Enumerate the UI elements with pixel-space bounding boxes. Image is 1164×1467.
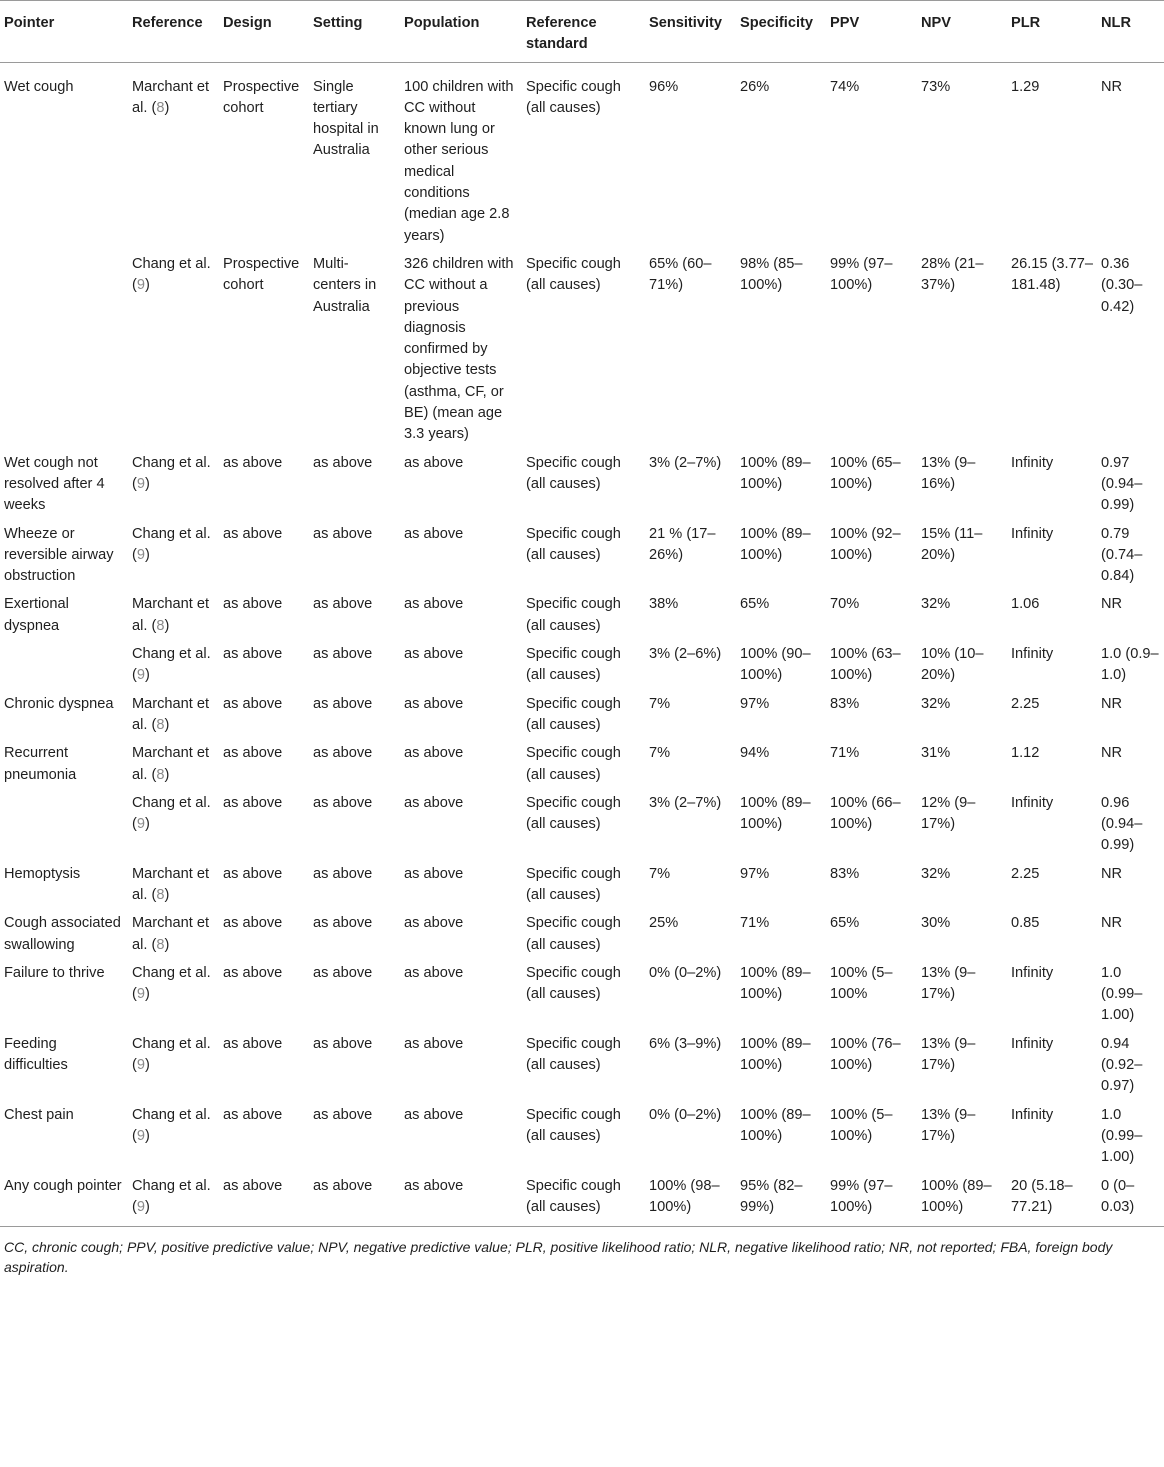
npv-cell: 13% (9–17%) [921, 964, 976, 1003]
reference-cell [128, 62, 219, 250]
header-plr: PLR [1007, 1, 1097, 63]
citation-link[interactable]: 9 [136, 667, 145, 684]
reference-text: Chang et al. ( [132, 255, 211, 294]
reference-cell [128, 250, 219, 449]
design-cell: as above [223, 695, 283, 712]
specificity-cell: 71% [740, 915, 770, 932]
ppv-cell: 83% [830, 695, 860, 712]
setting-cell: as above [313, 695, 373, 712]
setting-cell: as above [313, 745, 373, 762]
pointer-cell: Recurrent pneumonia [4, 745, 77, 783]
pointer-cell [0, 640, 128, 690]
reference-text: Marchant et al. ( [132, 695, 210, 733]
ppv-cell: 100% (65–100%) [830, 454, 901, 492]
reference-standard-cell: Specific cough (all causes) [526, 78, 621, 116]
pointer-cell: Failure to thrive [4, 964, 105, 981]
reference-cell [128, 1030, 219, 1101]
nlr-cell: NR [1101, 745, 1123, 762]
setting-cell: as above [313, 915, 373, 932]
table-row [0, 739, 1164, 789]
pointer-cell: Feeding difficulties [4, 1035, 68, 1074]
design-cell: as above [223, 646, 283, 663]
nlr-cell: NR [1101, 78, 1123, 95]
header-reference: Reference [128, 1, 219, 63]
table-row [0, 959, 1164, 1030]
reference-close-paren: ) [164, 617, 170, 634]
reference-close-paren: ) [145, 546, 150, 563]
design-cell: as above [223, 964, 283, 981]
reference-text: Marchant et al. ( [132, 865, 210, 903]
nlr-cell: 0.96 (0.94–0.99) [1101, 794, 1143, 854]
ppv-cell: 65% [830, 915, 860, 932]
table-row [0, 789, 1164, 860]
table-row [0, 1101, 1164, 1172]
ppv-cell: 100% (5–100%) [830, 1106, 893, 1144]
setting-cell: as above [313, 596, 373, 613]
setting-cell: as above [313, 454, 373, 471]
reference-close-paren: ) [164, 766, 170, 783]
reference-text: Chang et al. ( [132, 646, 211, 684]
reference-close-paren: ) [164, 716, 170, 733]
setting-cell: Multi-centers in Australia [313, 255, 377, 315]
setting-cell: as above [313, 525, 373, 542]
specificity-cell: 97% [740, 695, 770, 712]
pointer-cell: Chronic dyspnea [4, 695, 114, 712]
pointer-cell [0, 789, 128, 860]
plr-cell: 2.25 [1011, 865, 1040, 882]
specificity-cell: 100% (89–100%) [740, 1035, 811, 1074]
design-cell: Prospective cohort [223, 78, 300, 116]
population-cell: as above [404, 745, 464, 762]
reference-cell [128, 860, 219, 910]
nlr-cell: 0.94 (0.92–0.97) [1101, 1035, 1143, 1095]
sensitivity-cell: 7% [649, 745, 671, 762]
specificity-cell: 98% (85–100%) [740, 255, 803, 294]
nlr-cell: NR [1101, 865, 1123, 882]
reference-text: Marchant et al. ( [132, 915, 210, 953]
pointer-cell: Any cough pointer [0, 1172, 128, 1227]
table-row [0, 1030, 1164, 1101]
reference-cell [128, 739, 219, 789]
plr-cell: Infinity [1011, 964, 1054, 981]
setting-cell: as above [309, 1172, 400, 1227]
population-cell: as above [404, 964, 464, 981]
citation-link[interactable]: 8 [156, 99, 165, 116]
reference-close-paren: ) [164, 886, 170, 903]
nlr-cell: 0.79 (0.74–0.84) [1101, 525, 1143, 585]
npv-cell: 12% (9–17%) [921, 794, 976, 833]
plr-cell: Infinity [1011, 525, 1054, 542]
plr-cell: 1.29 [1011, 78, 1040, 95]
sensitivity-cell: 25% [649, 915, 679, 932]
specificity-cell: 100% (90–100%) [740, 646, 811, 684]
sensitivity-cell: 100% (98–100%) [645, 1172, 736, 1227]
citation-link[interactable]: 8 [156, 886, 165, 903]
population-cell: as above [404, 695, 464, 712]
reference-cell [128, 449, 219, 520]
specificity-cell: 100% (89–100%) [740, 525, 811, 563]
nlr-cell: NR [1101, 596, 1123, 613]
reference-text: Marchant et al. ( [132, 596, 210, 634]
setting-cell: Single tertiary hospital in Australia [313, 78, 379, 159]
plr-cell: 1.12 [1011, 745, 1040, 762]
design-cell: as above [223, 454, 283, 471]
reference-cell [128, 590, 219, 640]
design-cell: as above [223, 1106, 283, 1123]
citation-link[interactable]: 9 [136, 1198, 145, 1215]
specificity-cell: 65% [740, 596, 770, 613]
citation-link[interactable]: 9 [136, 816, 145, 833]
reference-cell [128, 1172, 219, 1227]
setting-cell: as above [313, 794, 373, 811]
npv-cell: 13% (9–17%) [921, 1106, 976, 1144]
npv-cell: 13% (9–16%) [921, 454, 976, 492]
header-row [0, 1, 1164, 63]
table-row [0, 860, 1164, 910]
table-body [0, 62, 1164, 1227]
citation-link[interactable]: 8 [156, 617, 165, 634]
citation-link[interactable]: 9 [136, 277, 145, 294]
pointer-cell: Cough associated swallowing [4, 915, 121, 953]
population-cell: as above [404, 596, 464, 613]
setting-cell: as above [313, 964, 373, 981]
reference-close-paren: ) [145, 277, 150, 294]
specificity-cell: 100% (89–100%) [740, 794, 811, 833]
sensitivity-cell: 3% (2–6%) [649, 646, 722, 663]
header-sensitivity: Sensitivity [645, 1, 736, 63]
design-cell: as above [223, 596, 283, 613]
design-cell: as above [223, 794, 283, 811]
ppv-cell: 100% (5–100% [830, 964, 893, 1003]
citation-link[interactable]: 8 [156, 936, 165, 953]
citation-link[interactable]: 8 [156, 716, 165, 733]
sensitivity-cell: 3% (2–7%) [649, 794, 722, 811]
table-row [0, 62, 1164, 250]
table-row [0, 590, 1164, 640]
nlr-cell: 1.0 (0.99–1.00) [1101, 1106, 1143, 1166]
design-cell: as above [223, 745, 283, 762]
reference-standard-cell: Specific cough (all causes) [526, 915, 621, 953]
reference-close-paren: ) [145, 475, 150, 492]
population-cell: as above [404, 1106, 464, 1123]
citation-link[interactable]: 9 [136, 986, 145, 1003]
npv-cell: 100% (89–100%) [917, 1172, 1007, 1227]
npv-cell: 32% [921, 865, 951, 882]
nlr-cell: NR [1101, 915, 1123, 932]
npv-cell: 32% [921, 596, 951, 613]
reference-standard-cell: Specific cough (all causes) [526, 646, 621, 684]
population-cell: as above [404, 646, 464, 663]
reference-cell [128, 959, 219, 1030]
reference-text: Chang et al. ( [132, 964, 211, 1003]
specificity-cell: 97% [740, 865, 770, 882]
sensitivity-cell: 0% (0–2%) [649, 964, 722, 981]
citation-link[interactable]: 9 [136, 475, 145, 492]
ppv-cell: 99% (97–100%) [830, 255, 893, 294]
ppv-cell: 100% (66–100%) [830, 794, 901, 833]
pointer-cell: Chest pain [4, 1106, 74, 1123]
plr-cell: 0.85 [1011, 915, 1040, 932]
reference-close-paren: ) [145, 986, 150, 1003]
reference-standard-cell: Specific cough (all causes) [526, 1035, 621, 1074]
header-ppv: PPV [826, 1, 917, 63]
table-row [0, 690, 1164, 740]
ppv-cell: 99% (97–100%) [826, 1172, 917, 1227]
header-reference-standard: Reference standard [522, 1, 645, 63]
table-row [0, 909, 1164, 959]
population-cell: as above [400, 1172, 522, 1227]
plr-cell: 2.25 [1011, 695, 1040, 712]
reference-cell [128, 789, 219, 860]
reference-text: Chang et al. ( [132, 525, 211, 563]
plr-cell: Infinity [1011, 454, 1054, 471]
sensitivity-cell: 7% [649, 695, 671, 712]
sensitivity-cell: 3% (2–7%) [649, 454, 722, 471]
sensitivity-cell: 0% (0–2%) [649, 1106, 722, 1123]
nlr-cell: 0.97 (0.94–0.99) [1101, 454, 1143, 514]
npv-cell: 31% [921, 745, 951, 762]
reference-cell [128, 640, 219, 690]
ppv-cell: 70% [830, 596, 860, 613]
pointer-cell: Wet cough [4, 78, 74, 95]
population-cell: 100 children with CC without known lung or other serious medical conditions (median age 2.8 years) [404, 78, 514, 244]
reference-standard-cell: Specific cough (all causes) [526, 255, 621, 294]
reference-close-paren: ) [145, 1057, 150, 1074]
table-footnote: CC, chronic cough; PPV, positive predictive value; NPV, negative predictive value; PLR, positive likelihood ratio; NLR, negative likelihood ratio; NR, not reported; FBA, foreign body aspiration. [4, 1239, 1113, 1276]
reference-close-paren: ) [164, 99, 170, 116]
npv-cell: 28% (21–37%) [921, 255, 984, 294]
design-cell: as above [223, 865, 283, 882]
specificity-cell: 100% (89–100%) [740, 964, 811, 1003]
table-row [0, 520, 1164, 591]
ppv-cell: 100% (63–100%) [830, 646, 901, 684]
reference-standard-cell: Specific cough (all causes) [526, 865, 621, 903]
population-cell: as above [404, 454, 464, 471]
reference-standard-cell: Specific cough (all causes) [526, 1106, 621, 1144]
reference-text: Chang et al. ( [132, 1035, 211, 1074]
ppv-cell: 100% (92–100%) [830, 525, 901, 563]
nlr-cell: 0 (0–0.03) [1097, 1172, 1164, 1227]
reference-standard-cell: Specific cough (all causes) [526, 964, 621, 1003]
pointer-cell: Wheeze or reversible airway obstruction [4, 525, 114, 585]
sensitivity-cell: 6% (3–9%) [649, 1035, 722, 1052]
reference-cell [128, 690, 219, 740]
reference-standard-cell: Specific cough (all causes) [526, 695, 621, 733]
citation-link[interactable]: 9 [136, 1127, 145, 1144]
ppv-cell: 71% [830, 745, 860, 762]
table-row [0, 640, 1164, 690]
population-cell: as above [404, 525, 464, 542]
setting-cell: as above [313, 1035, 373, 1052]
reference-text: Marchant et al. ( [132, 745, 210, 783]
plr-cell: Infinity [1011, 646, 1054, 663]
reference-standard-cell: Specific cough (all causes) [526, 596, 621, 634]
reference-standard-cell: Specific cough (all causes) [526, 794, 621, 833]
design-cell: as above [223, 525, 283, 542]
header-design: Design [219, 1, 309, 63]
plr-cell: Infinity [1011, 1035, 1054, 1052]
reference-close-paren: ) [145, 667, 150, 684]
header-specificity: Specificity [736, 1, 826, 63]
table-row [0, 1172, 1164, 1227]
reference-text: Chang et al. ( [132, 1177, 211, 1215]
design-cell: as above [223, 1035, 283, 1052]
ppv-cell: 100% (76–100%) [830, 1035, 901, 1074]
nlr-cell: 1.0 (0.9–1.0) [1101, 646, 1159, 684]
sensitivity-cell: 7% [649, 865, 671, 882]
reference-text: Marchant et al. ( [132, 78, 210, 116]
npv-cell: 30% [921, 915, 951, 932]
sensitivity-cell: 96% [649, 78, 679, 95]
reference-text: Chang et al. ( [132, 1106, 211, 1144]
sensitivity-cell: 38% [649, 596, 679, 613]
design-cell: as above [219, 1172, 309, 1227]
setting-cell: as above [313, 646, 373, 663]
npv-cell: 15% (11–20%) [921, 525, 983, 563]
specificity-cell: 95% (82–99%) [736, 1172, 826, 1227]
nlr-cell: 0.36 (0.30–0.42) [1101, 255, 1143, 315]
specificity-cell: 100% (89–100%) [740, 1106, 811, 1144]
pointer-cell: Exertional dyspnea [4, 596, 69, 634]
ppv-cell: 83% [830, 865, 860, 882]
citation-link[interactable]: 8 [156, 766, 165, 783]
reference-standard-cell: Specific cough (all causes) [522, 1172, 645, 1227]
reference-close-paren: ) [145, 1127, 150, 1144]
specificity-cell: 26% [740, 78, 770, 95]
reference-cell [128, 1101, 219, 1172]
reference-text: Chang et al. ( [132, 454, 211, 492]
reference-standard-cell: Specific cough (all causes) [526, 525, 621, 563]
plr-cell: Infinity [1011, 794, 1054, 811]
nlr-cell: 1.0 (0.99–1.00) [1101, 964, 1143, 1024]
reference-text: Chang et al. ( [132, 794, 211, 833]
design-cell: Prospective cohort [223, 255, 300, 294]
header-setting: Setting [309, 1, 400, 63]
plr-cell: 20 (5.18–77.21) [1007, 1172, 1097, 1227]
reference-cell [128, 909, 219, 959]
npv-cell: 32% [921, 695, 951, 712]
npv-cell: 73% [921, 78, 951, 95]
pointer-cell [0, 250, 128, 449]
header-nlr: NLR [1097, 1, 1164, 63]
citation-link[interactable]: 9 [136, 1057, 145, 1074]
plr-cell: Infinity [1011, 1106, 1054, 1123]
npv-cell: 13% (9–17%) [921, 1035, 976, 1074]
specificity-cell: 100% (89–100%) [740, 454, 811, 492]
setting-cell: as above [313, 1106, 373, 1123]
pointer-cell: Hemoptysis [4, 865, 81, 882]
reference-close-paren: ) [145, 1198, 150, 1215]
npv-cell: 10% (10–20%) [921, 646, 984, 684]
table-row [0, 449, 1164, 520]
plr-cell: 26.15 (3.77–181.48) [1011, 255, 1093, 294]
reference-cell [128, 520, 219, 591]
population-cell: as above [404, 865, 464, 882]
plr-cell: 1.06 [1011, 596, 1040, 613]
nlr-cell: NR [1101, 695, 1123, 712]
sensitivity-cell: 21 % (17–26%) [649, 525, 716, 563]
reference-close-paren: ) [145, 816, 150, 833]
reference-standard-cell: Specific cough (all causes) [526, 745, 621, 783]
pointer-cell: Wet cough not resolved after 4 weeks [4, 454, 105, 514]
header-population: Population [400, 1, 522, 63]
table-row [0, 250, 1164, 449]
population-cell: as above [404, 794, 464, 811]
population-cell: as above [404, 915, 464, 932]
specificity-cell: 94% [740, 745, 770, 762]
ppv-cell: 74% [830, 78, 860, 95]
setting-cell: as above [313, 865, 373, 882]
population-cell: as above [404, 1035, 464, 1052]
design-cell: as above [223, 915, 283, 932]
sensitivity-cell: 65% (60–71%) [649, 255, 712, 294]
header-npv: NPV [917, 1, 1007, 63]
reference-close-paren: ) [164, 936, 170, 953]
reference-standard-cell: Specific cough (all causes) [526, 454, 621, 492]
header-pointer: Pointer [0, 1, 128, 63]
citation-link[interactable]: 9 [136, 546, 145, 563]
population-cell: 326 children with CC without a previous diagnosis confirmed by objective tests (asthma, CF, or BE) (mean age 3.3 years) [404, 255, 514, 443]
